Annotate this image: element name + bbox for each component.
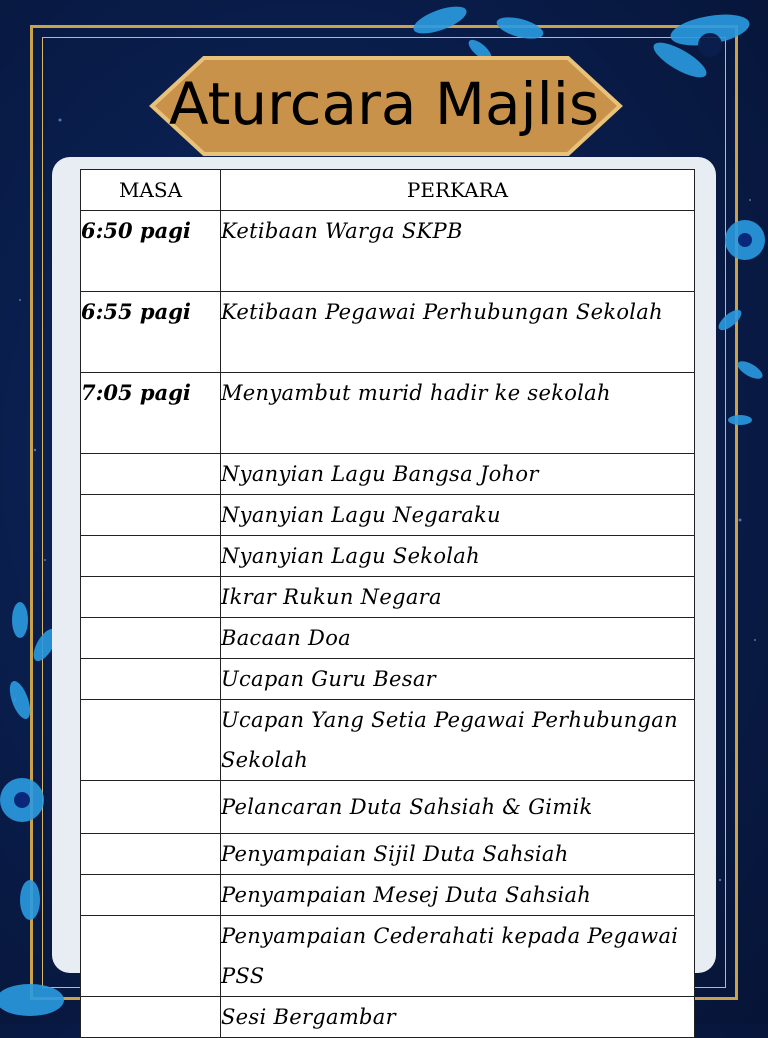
column-header-masa: MASA	[81, 170, 221, 211]
table-row	[81, 618, 695, 659]
table-row	[81, 834, 695, 875]
item-cell: Ucapan Yang Setia Pegawai Perhubungan Sekolah	[221, 700, 695, 781]
table-row	[81, 781, 695, 834]
item-cell: Ikrar Rukun Negara	[221, 577, 695, 618]
item-cell: Penyampaian Sijil Duta Sahsiah	[221, 834, 695, 875]
time-cell	[81, 700, 221, 781]
time-cell	[81, 781, 221, 834]
table-row	[81, 997, 695, 1038]
item-cell: Menyambut murid hadir ke sekolah	[221, 373, 695, 454]
item-cell: Sesi Bergambar	[221, 997, 695, 1038]
table-row	[81, 211, 695, 292]
item-cell: Penyampaian Cederahati kepada Pegawai PSS	[221, 916, 695, 997]
table-row	[81, 875, 695, 916]
item-cell: Bacaan Doa	[221, 618, 695, 659]
item-cell: Ketibaan Pegawai Perhubungan Sekolah	[221, 292, 695, 373]
table-row	[81, 292, 695, 373]
item-cell: Nyanyian Lagu Bangsa Johor	[221, 454, 695, 495]
item-cell: Nyanyian Lagu Negaraku	[221, 495, 695, 536]
table-row	[81, 659, 695, 700]
time-cell	[81, 834, 221, 875]
time-cell: 6:50 pagi	[81, 211, 221, 292]
item-cell: Ucapan Guru Besar	[221, 659, 695, 700]
time-cell	[81, 454, 221, 495]
table-header-row	[81, 170, 695, 211]
time-cell	[81, 659, 221, 700]
time-cell	[81, 916, 221, 997]
page-title: Aturcara Majlis	[168, 70, 600, 138]
time-cell: 7:05 pagi	[81, 373, 221, 454]
time-cell	[81, 875, 221, 916]
table-row	[81, 577, 695, 618]
table-row	[81, 495, 695, 536]
table-row	[81, 454, 695, 495]
time-cell	[81, 577, 221, 618]
table-row	[81, 373, 695, 454]
time-cell	[81, 997, 221, 1038]
table-row	[81, 916, 695, 997]
time-cell	[81, 536, 221, 577]
table-row	[81, 700, 695, 781]
table-row	[81, 536, 695, 577]
column-header-perkara: PERKARA	[221, 170, 695, 211]
time-cell	[81, 618, 221, 659]
item-cell: Ketibaan Warga SKPB	[221, 211, 695, 292]
item-cell: Nyanyian Lagu Sekolah	[221, 536, 695, 577]
item-cell: Pelancaran Duta Sahsiah & Gimik	[221, 781, 695, 834]
time-cell: 6:55 pagi	[81, 292, 221, 373]
item-cell: Penyampaian Mesej Duta Sahsiah	[221, 875, 695, 916]
agenda-table	[80, 169, 695, 1038]
time-cell	[81, 495, 221, 536]
